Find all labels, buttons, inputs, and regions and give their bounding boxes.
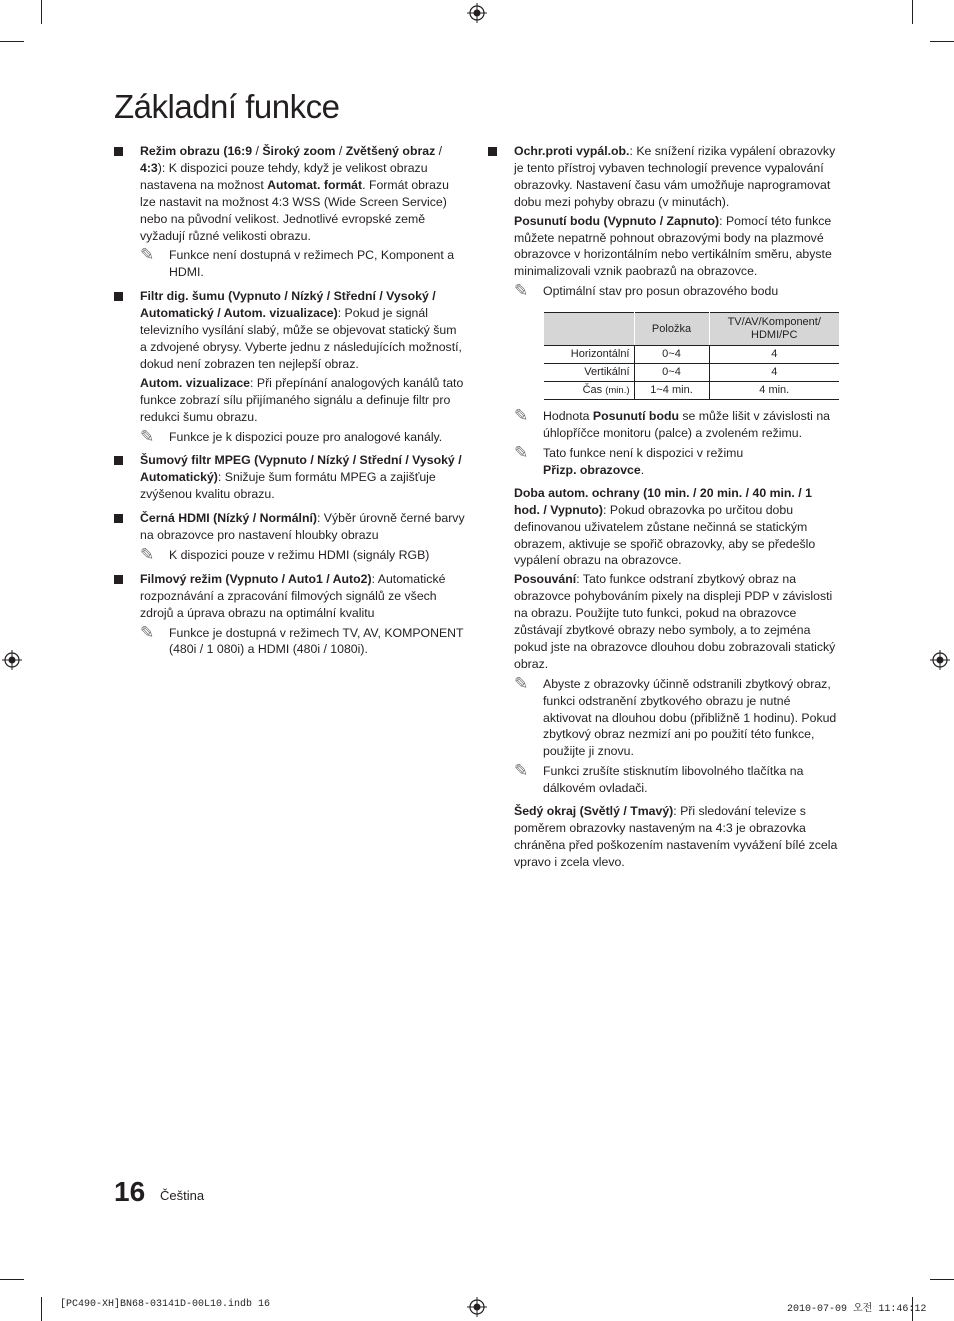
square-bullet-icon (114, 456, 123, 465)
pixel-shift-table (544, 312, 839, 400)
note-text: se může lišit v závislosti na úhlopříčce monitoru (palce) a zvoleném režimu. (543, 409, 831, 441)
note-text: Abyste z obrazovky účinně odstranili zbytkový obraz, funkci odstranění zbytkového obrazu je nutné aktivovat na dlouhou dobu (přibližně 1 hodinu). Pokud zbytkový obraz nezmizí ani po použití této funkce, použijte ji znovu. (543, 676, 837, 759)
item-text (140, 510, 466, 544)
table-cell: 0~4 (634, 346, 709, 364)
item-heading: 4:3 (140, 160, 158, 175)
text: : Ke snížení rizika vypálení obrazovky je tento přístroj vybaven technologií prevence vypalování obrazovky. Nastavení času vám umožňuje naprogramovat dobu mezi pohyby obrazu (v minutách). (514, 144, 836, 209)
text: : Při sledování televize s poměrem obrazovky nastaveným na 4:3 je obrazovka chráněna před poškozením nastavením vyvážení bílé zcela vpravo i zcela vlevo. (514, 804, 838, 869)
crop-mark-top-left-h (0, 41, 24, 42)
note-text: Optimální stav pro posun obrazového bodu (543, 284, 779, 299)
item-text (140, 571, 466, 622)
registration-mark-icon (467, 3, 487, 23)
option-name: Automat. formát (267, 177, 363, 192)
pencil-note-icon: ✎ (140, 544, 155, 565)
note (140, 622, 466, 659)
right-column (488, 143, 840, 878)
pencil-note-icon: ✎ (514, 442, 529, 463)
table-cell (544, 346, 634, 364)
note-text: Funkce je k dispozici pouze pro analogové kanály. (169, 429, 443, 444)
language-label: Čeština (160, 1188, 205, 1203)
table-row (544, 382, 839, 400)
option-name: Posunutí bodu (592, 409, 679, 424)
item-text (140, 288, 466, 373)
table-cell: 1~4 min. (634, 382, 709, 400)
crop-mark-bottom-left-h (0, 1279, 24, 1280)
note-text: K dispozici pouze v režimu HDMI (signály RGB) (169, 547, 430, 562)
row-label: Horizontální (570, 348, 630, 361)
pencil-note-icon: ✎ (140, 245, 155, 266)
note (514, 763, 840, 797)
text: : Pokud obrazovka po určitou dobu definovanou uživatelem zůstane nečinná se statickým obrazem, aktivuje se spořič obrazovky, aby se předešlo vypálení obrazu na obrazovce. (514, 502, 816, 568)
sub-paragraph (514, 571, 840, 672)
registration-mark-icon (467, 1297, 487, 1317)
note-text: . (640, 462, 645, 477)
option-name: Přizp. obrazovce (543, 462, 641, 477)
table-cell: 4 (709, 346, 839, 364)
row-label: Vertikální (584, 366, 630, 379)
list-item (488, 143, 840, 871)
note-text: Funkce není dostupná v režimech PC, Komponent a HDMI. (169, 248, 455, 280)
note (514, 408, 840, 442)
crop-mark-bottom-left-v (41, 1297, 42, 1321)
square-bullet-icon (114, 575, 123, 584)
item-heading: Široký zoom (262, 144, 336, 158)
registration-mark-icon (2, 650, 22, 670)
item-heading: Režim obrazu (16:9 (140, 144, 253, 158)
pencil-note-icon: ✎ (514, 406, 529, 427)
table-header: Položka (634, 313, 709, 346)
item-text (514, 143, 840, 211)
text: : Pomocí této funkce můžete nepatrně pohnout obrazovými body na plazmové obrazovce v horizontálním nebo vertikálním směru, abyste minimalizovali vznik paobrazů na obrazovce. (514, 213, 832, 279)
text: / (335, 144, 346, 158)
row-label-unit: (min.) (605, 385, 630, 397)
item-heading: Černá HDMI (Nízký / Normální) (140, 511, 317, 526)
note (514, 442, 840, 479)
note-text: Funkci zrušíte stisknutím libovolného tlačítka na dálkovém ovladači. (543, 764, 804, 796)
table-cell (544, 364, 634, 382)
square-bullet-icon (114, 292, 123, 301)
text: : Výběr úrovně černé barvy na obrazovce pro nastavení hloubky obrazu (140, 511, 465, 543)
sub-heading: Posunutí bodu (Vypnuto / Zapnuto) (514, 213, 720, 228)
list-item (114, 571, 466, 659)
table-cell (544, 382, 634, 400)
item-heading: Filtr dig. šumu (Vypnuto / Nízký / Střední / Vysoký / Automatický / Autom. vizualizace) (140, 289, 436, 321)
pencil-note-icon: ✎ (140, 426, 155, 447)
item-text (140, 452, 466, 503)
square-bullet-icon (114, 514, 123, 523)
crop-mark-top-right-h (930, 41, 954, 42)
item-heading: Ochr.proti vypál.ob. (514, 144, 630, 158)
table-row (544, 364, 839, 382)
table-header: TV/AV/Komponent/ HDMI/PC (709, 313, 839, 346)
crop-mark-bottom-right-h (930, 1279, 954, 1280)
note-text: Funkce je dostupná v režimech TV, AV, KOMPONENT (480i / 1 080i) a HDMI (480i / 1080i). (169, 625, 464, 657)
sub-paragraph (514, 485, 840, 570)
page-title: Základní funkce (114, 88, 340, 125)
page-number: 16 (114, 1176, 146, 1207)
pencil-note-icon: ✎ (514, 673, 529, 694)
square-bullet-icon (488, 147, 497, 156)
text: : Tato funkce odstraní zbytkový obraz na obrazovce pohybováním pixely na displeji PDP v závislosti na obrazu. Použijte tuto funkci, pokud na obrazovce zůstávají zbytkové obrazy nebo symboly, a to zejména pokud jste na obrazovce dlouhou dobu zobrazovali statický obraz. (514, 572, 836, 671)
square-bullet-icon (114, 147, 123, 156)
text: : Pokud je signál televizního vysílání slabý, může se objevovat statický šum a zdvojené obrysy. Vyberte jednu z následujících možností, dokud není zobrazen ten nejlepší obraz. (140, 306, 462, 371)
item-text (140, 143, 466, 244)
table-header (544, 313, 634, 346)
text: ): K dispozici pouze tehdy, když je velikost obrazu nastavena na možnost (140, 160, 428, 192)
note (514, 673, 840, 761)
sub-heading: Šedý okraj (Světlý / Tmavý) (514, 804, 674, 819)
list-item (114, 288, 466, 445)
table-row (544, 346, 839, 364)
crop-mark-top-left-v (41, 0, 42, 24)
note (140, 544, 466, 565)
print-date: 2010-07-09 오전 11:46:12 (787, 1304, 927, 1315)
list-item (114, 510, 466, 564)
table-header-row (544, 313, 839, 346)
pencil-note-icon: ✎ (514, 281, 529, 302)
sub-paragraph (140, 375, 466, 426)
text: . Formát obrazu lze nastavit na možnost 4:3 WSS (Wide Screen Service) nebo na původní velikost. Jednotlivé evropské země vyžadují různé velikosti obrazu. (140, 177, 449, 243)
table-cell: 0~4 (634, 364, 709, 382)
table-cell: 4 min. (709, 382, 839, 400)
sub-paragraph (514, 803, 840, 871)
sub-paragraph (514, 213, 840, 281)
note-text: Hodnota (543, 409, 593, 424)
text: : Při přepínání analogových kanálů tato funkce zobrazí sílu přijímaného signálu a definuje filtr pro redukci šumu obrazu. (140, 375, 464, 424)
note (140, 426, 466, 447)
text: / (252, 144, 263, 158)
list-item (114, 143, 466, 281)
sub-heading: Autom. vizualizace (140, 375, 251, 390)
text: : Automatické rozpoznávání a zpracování filmových signálů ze všech zdrojů a úprava obrazu na optimální kvalitu (140, 571, 446, 620)
crop-mark-top-right-v (912, 0, 913, 24)
text: / (435, 144, 443, 158)
note-text: Tato funkce není k dispozici v režimu (543, 445, 744, 460)
list-item (114, 452, 466, 503)
item-heading: Šumový filtr MPEG (Vypnuto / Nízký / Střední / Vysoký / Automatický) (140, 453, 462, 485)
note (140, 247, 466, 281)
row-label: Čas (582, 384, 603, 397)
table-cell: 4 (709, 364, 839, 382)
registration-mark-icon (930, 650, 950, 670)
file-info: [PC490-XH]BN68-03141D-00L10.indb 16 (60, 1299, 271, 1310)
item-heading: Filmový režim (Vypnuto / Auto1 / Auto2) (140, 571, 372, 586)
sub-heading: Posouvání (514, 572, 577, 587)
note (514, 283, 840, 300)
item-heading: Zvětšený obraz (345, 144, 436, 158)
pencil-note-icon: ✎ (514, 761, 529, 782)
sub-heading: Doba autom. ochrany (10 min. / 20 min. / 40 min. / 1 hod. / Vypnuto) (514, 485, 812, 517)
text: : Snižuje šum formátu MPEG a zajišťuje zvýšenou kvalitu obrazu. (140, 470, 436, 502)
pencil-note-icon: ✎ (140, 622, 155, 643)
left-column (114, 143, 466, 665)
